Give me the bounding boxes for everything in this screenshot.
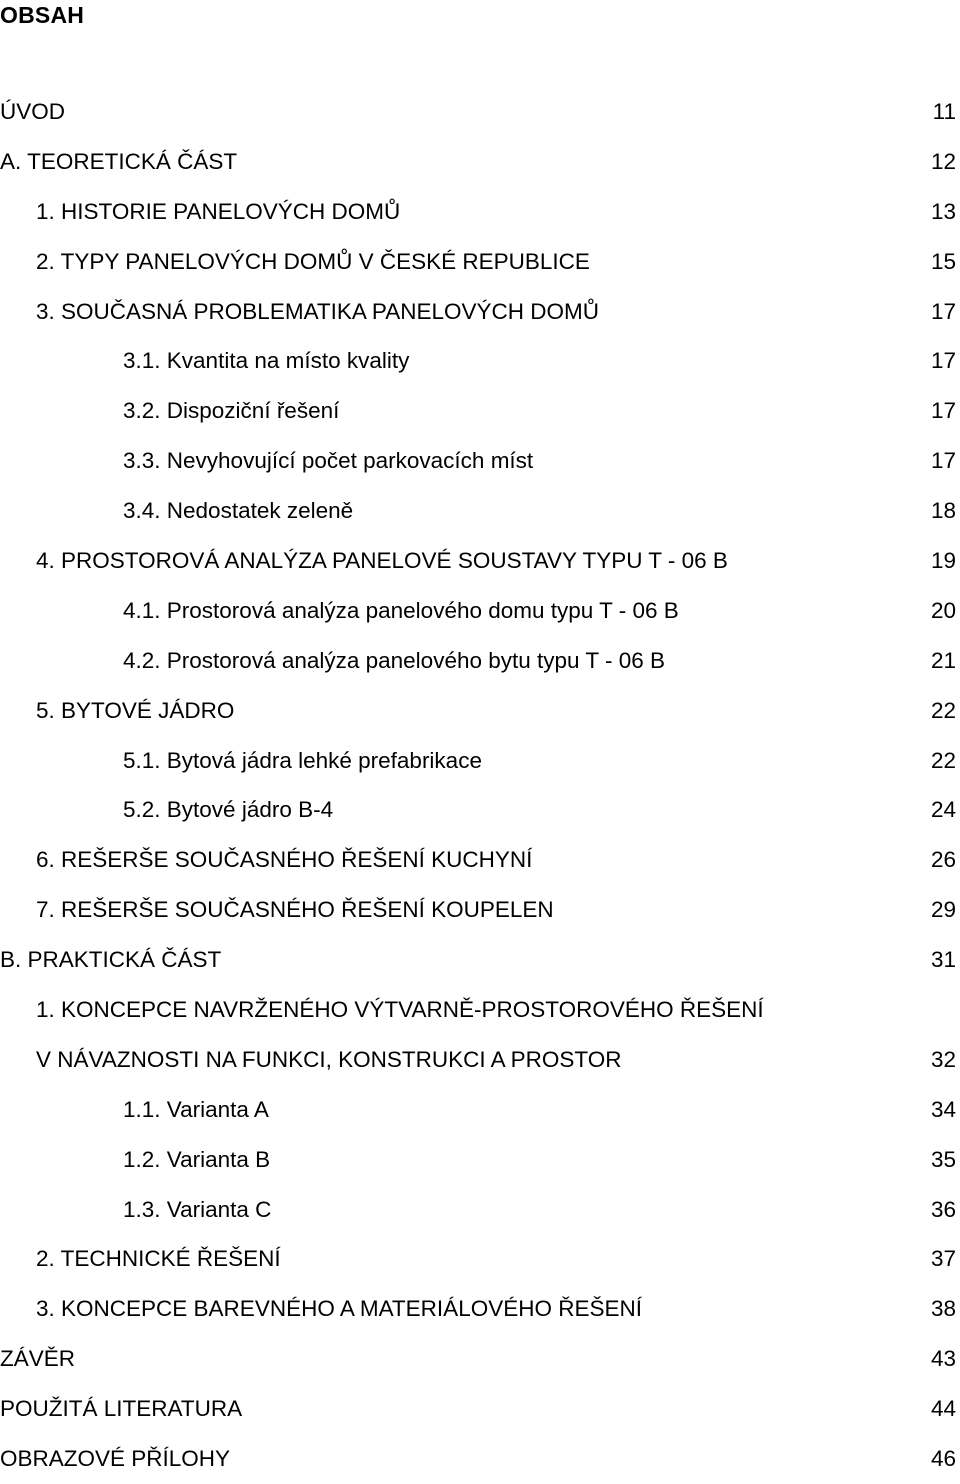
toc-entry-title: 3.2. Dispoziční řešení xyxy=(123,398,340,424)
toc-entry-page-number: 11 xyxy=(932,99,956,124)
toc-entry xyxy=(0,586,960,636)
toc-entry-page-number: 31 xyxy=(930,947,956,973)
toc-entry-title: A. TEORETICKÁ ČÁST xyxy=(0,148,238,174)
toc-entry-page-number: 44 xyxy=(930,1396,956,1422)
toc-entry-page-number: 13 xyxy=(930,198,956,224)
toc-entry-title: 1.2. Varianta B xyxy=(123,1146,271,1172)
toc-entry xyxy=(0,237,960,287)
toc-entry-page-number: 17 xyxy=(930,398,956,424)
toc-entry xyxy=(0,686,960,736)
toc-entry-title: 1. HISTORIE PANELOVÝCH DOMŮ xyxy=(36,198,401,224)
toc-entry-page-number: 43 xyxy=(930,1346,956,1372)
toc-entry-title: 5. BYTOVÉ JÁDRO xyxy=(36,697,235,723)
toc-entry xyxy=(0,1384,960,1434)
toc-entry-page-number: 22 xyxy=(930,747,956,773)
toc-entry xyxy=(0,1085,960,1135)
toc-entry xyxy=(0,1035,960,1085)
toc-entry xyxy=(0,386,960,436)
toc-entry-page-number: 34 xyxy=(930,1096,956,1122)
toc-entry xyxy=(0,785,960,835)
toc-entry-title: 5.2. Bytové jádro B-4 xyxy=(123,797,334,823)
toc-entry-page-number: 22 xyxy=(930,697,956,723)
toc-entry-title: OBRAZOVÉ PŘÍLOHY xyxy=(0,1446,231,1472)
toc-entry-page-number: 21 xyxy=(930,647,956,673)
toc-entry-page-number: 15 xyxy=(930,248,956,274)
toc-entry xyxy=(0,87,960,137)
toc-entry-title: 4.2. Prostorová analýza panelového bytu typu T - 06 B xyxy=(123,647,666,673)
toc-entry xyxy=(0,736,960,786)
toc-entry-page-number: 38 xyxy=(930,1296,956,1322)
toc-entry-title: ÚVOD xyxy=(0,99,66,124)
table-of-contents xyxy=(0,87,960,1484)
toc-entry xyxy=(0,486,960,536)
toc-entry-title: 1.1. Varianta A xyxy=(123,1096,269,1122)
toc-entry xyxy=(0,1434,960,1484)
toc-entry-page-number: 29 xyxy=(930,897,956,923)
toc-entry-title: B. PRAKTICKÁ ČÁST xyxy=(0,947,222,973)
toc-entry xyxy=(0,835,960,885)
toc-entry-title: 6. REŠERŠE SOUČASNÉHO ŘEŠENÍ KUCHYNÍ xyxy=(36,847,533,873)
toc-entry-title: 5.1. Bytová jádra lehké prefabrikace xyxy=(123,747,482,773)
toc-entry-page-number: 17 xyxy=(930,448,956,474)
toc-entry-title: 1. KONCEPCE NAVRŽENÉHO VÝTVARNĚ-PROSTOROVÉHO ŘEŠENÍ xyxy=(36,997,764,1023)
toc-entry-page-number: 26 xyxy=(930,847,956,873)
toc-entry-page-number: 17 xyxy=(930,348,956,374)
toc-entry-page-number: 19 xyxy=(930,548,956,574)
toc-entry-page-number: 24 xyxy=(930,797,956,823)
toc-entry-title: 4.1. Prostorová analýza panelového domu typu T - 06 B xyxy=(123,597,679,623)
page-title: OBSAH xyxy=(0,2,85,28)
toc-entry-title: V NÁVAZNOSTI NA FUNKCI, KONSTRUKCI A PROSTOR xyxy=(36,1046,622,1072)
toc-entry-title: 3.3. Nevyhovující počet parkovacích míst xyxy=(123,448,534,474)
toc-entry-page-number: 18 xyxy=(930,498,956,524)
toc-entry-title: 3.4. Nedostatek zeleně xyxy=(123,498,354,524)
toc-entry-page-number: 20 xyxy=(930,597,956,623)
toc-entry xyxy=(0,287,960,337)
toc-entry xyxy=(0,1135,960,1185)
toc-entry xyxy=(0,536,960,586)
toc-entry-title: 7. REŠERŠE SOUČASNÉHO ŘEŠENÍ KOUPELEN xyxy=(36,897,554,923)
toc-entry-title: 3. SOUČASNÁ PROBLEMATIKA PANELOVÝCH DOMŮ xyxy=(36,298,600,324)
toc-entry-title: 4. PROSTOROVÁ ANALÝZA PANELOVÉ SOUSTAVY TYPU T - 06 B xyxy=(36,548,728,574)
toc-entry xyxy=(0,1185,960,1235)
toc-entry-page-number: 17 xyxy=(930,298,956,324)
toc-entry xyxy=(0,935,960,985)
toc-entry xyxy=(0,636,960,686)
toc-entry xyxy=(0,1234,960,1284)
toc-entry-page-number: 32 xyxy=(930,1046,956,1072)
toc-entry xyxy=(0,336,960,386)
toc-entry-title: ZÁVĚR xyxy=(0,1346,76,1372)
toc-entry xyxy=(0,885,960,935)
toc-entry xyxy=(0,985,960,1035)
toc-entry-page-number: 36 xyxy=(930,1196,956,1222)
toc-entry-page-number: 35 xyxy=(930,1146,956,1172)
toc-entry xyxy=(0,1334,960,1384)
toc-entry-page-number: 12 xyxy=(930,148,956,174)
toc-entry-title: 2. TYPY PANELOVÝCH DOMŮ V ČESKÉ REPUBLICE xyxy=(36,248,590,274)
toc-entry-title: 2. TECHNICKÉ ŘEŠENÍ xyxy=(36,1246,281,1272)
toc-entry-page-number: 37 xyxy=(930,1246,956,1272)
toc-entry xyxy=(0,137,960,187)
toc-entry-title: 3.1. Kvantita na místo kvality xyxy=(123,348,410,374)
toc-entry xyxy=(0,436,960,486)
toc-entry-page-number: 46 xyxy=(930,1446,956,1472)
toc-entry xyxy=(0,1284,960,1334)
toc-entry-title: POUŽITÁ LITERATURA xyxy=(0,1396,243,1422)
toc-entry-title: 3. KONCEPCE BAREVNÉHO A MATERIÁLOVÉHO ŘEŠENÍ xyxy=(36,1296,642,1322)
toc-entry xyxy=(0,187,960,237)
toc-entry-title: 1.3. Varianta C xyxy=(123,1196,272,1222)
